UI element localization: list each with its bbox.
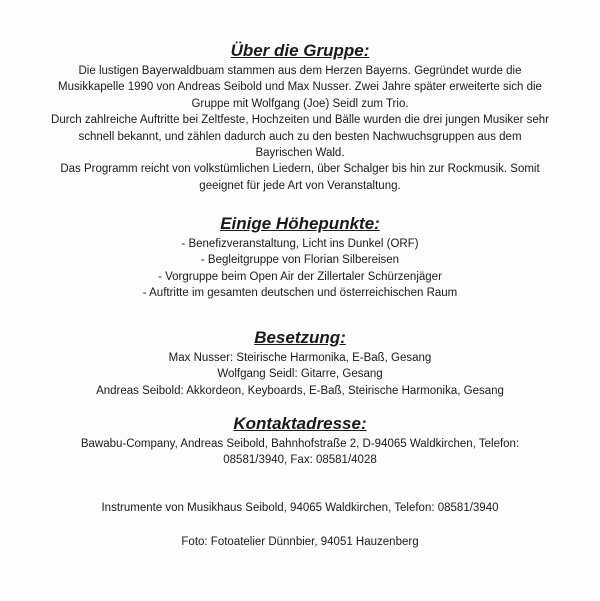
highlight-item: - Vorgruppe beim Open Air der Zillertaler Schürzenjäger — [158, 270, 442, 283]
highlight-item: - Begleitgruppe von Florian Silbereisen — [200, 254, 400, 267]
about-line: geeignet für jede Art von Veranstaltung. — [199, 179, 401, 192]
about-line: Die lustigen Bayerwaldbuam stammen aus dem Herzen Bayerns. Gegründet wurde die — [78, 65, 522, 77]
highlight-item: - Auftritte im gesamten deutschen und österreichischen Raum — [142, 287, 458, 300]
photo-text: Foto: Fotoatelier Dünnbier, 94051 Hauzenberg — [181, 536, 419, 548]
contact-section — [40, 414, 560, 469]
lineup-member: Max Nusser: Steirische Harmonika, E-Baß, Gesang — [168, 352, 432, 364]
about-heading: Über die Gruppe: — [230, 41, 370, 60]
about-line: Gruppe mit Wolfgang (Joe) Seidl zum Trio. — [191, 97, 409, 110]
contact-line: 08581/3940, Fax: 08581/4028 — [223, 454, 377, 467]
highlights-heading: Einige Höhepunkte: — [220, 214, 380, 233]
lineup-member: Andreas Seibold: Akkordeon, Keyboards, E-Baß, Steirische Harmonika, Gesang — [96, 384, 504, 397]
lineup-heading: Besetzung: — [254, 328, 346, 347]
about-line: Musikkapelle 1990 von Andreas Seibold und Max Nusser. Zwei Jahre später erweiterte sich die — [58, 81, 542, 94]
lineup-section — [40, 328, 560, 399]
lineup-member: Wolfgang Seidl: Gitarre, Gesang — [217, 368, 383, 381]
highlight-item: - Benefizveranstaltung, Licht ins Dunkel (ORF) — [181, 238, 419, 250]
about-line: Das Programm reicht von volkstümlichen Liedern, über Schalger bis hin zur Rockmusik. Somit — [60, 163, 540, 176]
instruments-text: Instrumente von Musikhaus Seibold, 94065 Waldkirchen, Telefon: 08581/3940 — [101, 502, 499, 514]
photo-credit — [40, 534, 560, 550]
about-line: Bayrischen Wald. — [255, 147, 345, 160]
about-section — [40, 41, 560, 194]
highlights-section — [40, 214, 560, 302]
lineup-list — [40, 350, 560, 399]
contact-heading: Kontaktadresse: — [233, 414, 367, 433]
about-line: schnell bekannt, und zählen dadurch auch zu den besten Nachwuchsgruppen aus dem — [78, 130, 522, 143]
about-text — [40, 63, 560, 194]
about-line: Durch zahlreiche Auftritte bei Zeltfeste, Hochzeiten und Bälle wurden die drei jungen Musiker sehr — [51, 114, 549, 127]
contact-text — [40, 436, 560, 469]
highlights-list — [40, 236, 560, 302]
instruments-credit — [40, 500, 560, 516]
contact-line: Bawabu-Company, Andreas Seibold, Bahnhofstraße 2, D-94065 Waldkirchen, Telefon: — [80, 438, 520, 450]
